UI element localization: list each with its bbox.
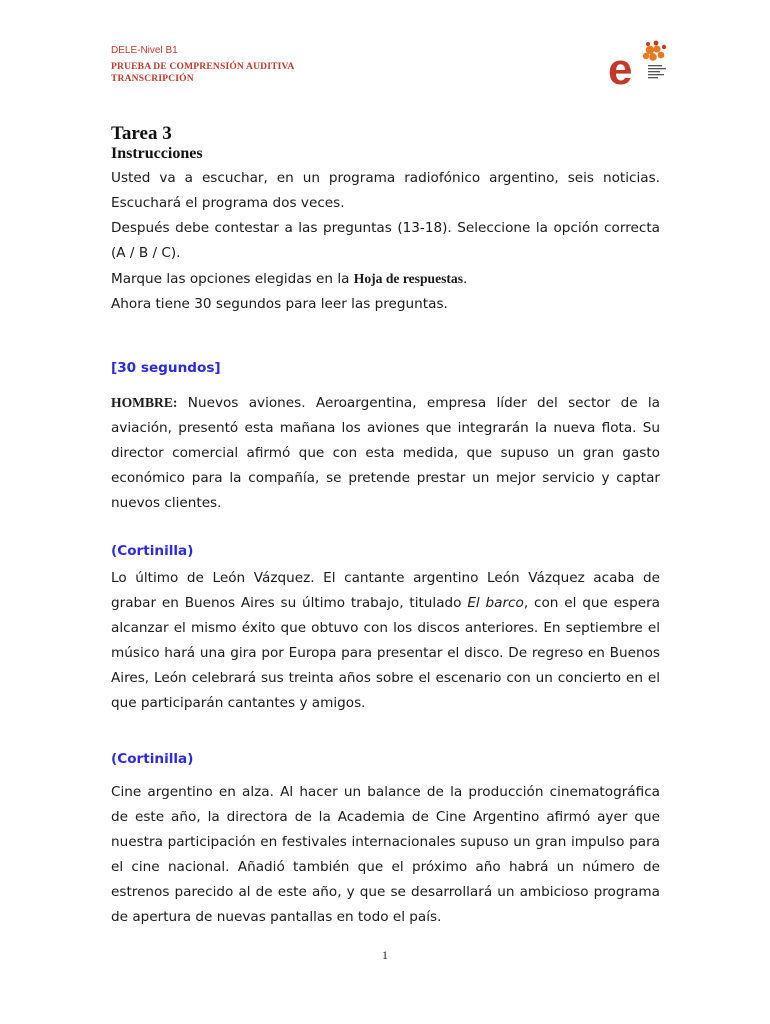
speaker-label: HOMBRE: <box>111 395 178 410</box>
news-item-1 <box>111 390 660 516</box>
instruction-paragraph: Después debe contestar a las preguntas (13-18). Seleccione la opción correcta (A / B / C). <box>111 220 660 261</box>
seconds-cue: [30 segundos] <box>111 360 221 376</box>
header-doc-type: TRANSCRIPCIÓN <box>111 74 194 84</box>
news-paragraph: Cine argentino en alza. Al hacer un balance de la producción cinematográfica de este año, la directora de la Academia de Cine Argentino afirmó ayer que nuestra participación en festivales internacionales supuso un gran impulso para el cine nacional. Añadió también que el próximo año habrá un número de estrenos parecido al de este año, y que se desarrollará un ambicioso programa de apertura de nuevas pantallas en todo el país. <box>111 784 660 925</box>
task-subtitle: Instrucciones <box>111 145 203 162</box>
news-paragraph <box>111 566 660 716</box>
svg-text:e: e <box>608 45 633 90</box>
task-title: Tarea 3 <box>111 123 172 144</box>
page-number: 1 <box>382 948 388 962</box>
news-item-3 <box>111 780 660 930</box>
instruction-text: Marque las opciones elegidas en la <box>111 271 354 287</box>
instituto-cervantes-logo <box>606 40 676 90</box>
instruction-text: . <box>463 271 468 287</box>
news-paragraph <box>111 390 660 516</box>
answer-sheet-label: Hoja de respuestas <box>353 271 464 286</box>
instructions-block <box>111 166 660 317</box>
news-text: Lo último de León Vázquez. El cantante argentino León Vázquez acaba de grabar en Buenos Aires su último trabajo, titulado <box>111 570 660 611</box>
header-test-name: PRUEBA DE COMPRENSIÓN AUDITIVA <box>111 62 295 72</box>
instruction-paragraph <box>111 266 660 292</box>
instruction-paragraph: Ahora tiene 30 segundos para leer las preguntas. <box>111 296 448 312</box>
news-item-2 <box>111 566 660 716</box>
news-text: , con el que espera alcanzar el mismo éxito que obtuvo con los discos anteriores. En septiembre el músico hará una gira por Europa para presentar el disco. De regreso en Buenos Aires, León celebrará sus treinta años sobre el escenario con un concierto en el que participarán cantantes y amigos. <box>111 595 660 711</box>
instruction-paragraph: Usted va a escuchar, en un programa radiofónico argentino, seis noticias. Escuchará el programa dos veces. <box>111 170 660 211</box>
header-level: DELE-Nivel B1 <box>111 45 178 56</box>
cortinilla-cue: (Cortinilla) <box>111 543 194 559</box>
news-text: Nuevos aviones. Aeroargentina, empresa líder del sector de la aviación, presentó esta mañana los aviones que integrarán la nueva flota. Su director comercial afirmó que con esta medida, que supuso un gran gasto económico para la compañía, se pretende prestar un mejor servicio y captar nuevos clientes. <box>111 395 660 511</box>
album-title: El barco <box>467 595 524 611</box>
cortinilla-cue: (Cortinilla) <box>111 751 194 767</box>
